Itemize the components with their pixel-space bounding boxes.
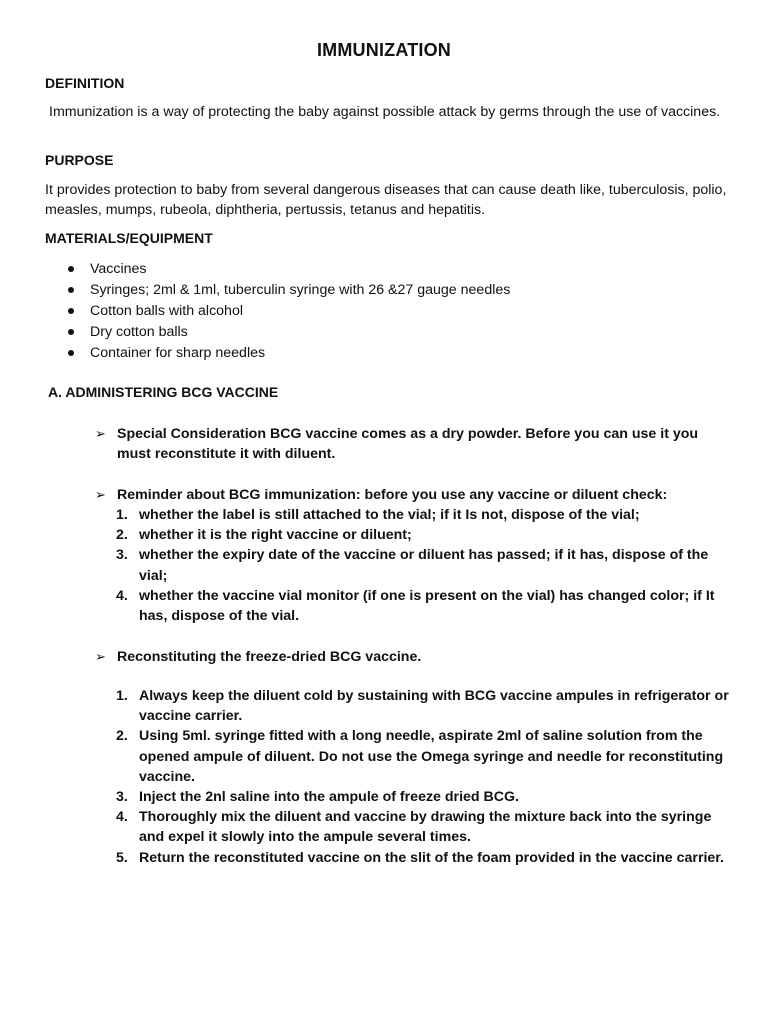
list-item xyxy=(116,505,731,525)
definition-heading: DEFINITION xyxy=(45,75,125,91)
list-number: 5. xyxy=(116,849,128,866)
list-item-text: Vaccines xyxy=(90,261,147,277)
list-number: 2. xyxy=(116,527,128,544)
list-item-text: Cotton balls with alcohol xyxy=(90,303,243,319)
reminder-intro-text: Reminder about BCG immunization: before you use any vaccine or diluent check: xyxy=(117,487,668,503)
list-item-text: Return the reconstituted vaccine on the slit of the foam provided in the vaccine carrier. xyxy=(139,849,724,866)
list-number: 2. xyxy=(116,728,128,745)
list-number: 4. xyxy=(116,587,128,604)
arrow-bullet-icon: ➢ xyxy=(95,426,106,441)
reminder-intro xyxy=(95,485,735,505)
definition-text: Immunization is a way of protecting the baby against possible attack by germs through the use of vaccines. xyxy=(49,104,721,120)
list-item xyxy=(45,322,510,343)
list-item-text: Using 5ml. syringe fitted with a long needle, aspirate 2ml of saline solution from the opened ampule of diluent. Do not use the Omega syringe and needle for reconstituting vaccine. xyxy=(139,728,724,785)
list-item xyxy=(45,280,510,301)
list-item-text: Dry cotton balls xyxy=(90,324,188,340)
list-item xyxy=(116,586,731,626)
list-item xyxy=(45,343,510,364)
list-item-text: whether the vaccine vial monitor (if one is present on the vial) has changed color; if It has, dispose of the vial. xyxy=(139,587,715,625)
list-item xyxy=(45,259,510,280)
list-number: 4. xyxy=(116,809,128,826)
list-item-text: Always keep the diluent cold by sustaining with BCG vaccine ampules in refrigerator or vaccine carrier. xyxy=(139,688,729,725)
page-title: IMMUNIZATION xyxy=(316,40,452,60)
list-item xyxy=(116,686,731,726)
reminder-list xyxy=(116,505,731,626)
bullet-icon xyxy=(68,287,74,293)
list-number: 1. xyxy=(116,688,128,704)
reconstituting-list xyxy=(116,686,731,868)
list-item-text: whether the label is still attached to the vial; if it Is not, dispose of the vial; xyxy=(139,507,640,523)
materials-heading: MATERIALS/EQUIPMENT xyxy=(45,230,213,246)
bullet-icon xyxy=(68,350,74,356)
special-consideration xyxy=(95,424,735,464)
special-consideration-text: Special Consideration BCG vaccine comes as a dry powder. Before you can use it you must reconstitute it with diluent. xyxy=(117,426,699,462)
list-number: 3. xyxy=(116,789,128,806)
reconstituting-intro-text: Reconstituting the freeze-dried BCG vaccine. xyxy=(117,649,422,665)
bullet-icon xyxy=(68,308,74,314)
reconstituting-intro xyxy=(95,647,735,667)
list-item-text: whether it is the right vaccine or diluent; xyxy=(139,527,412,544)
list-item xyxy=(116,525,731,545)
list-item xyxy=(116,726,731,787)
purpose-text: It provides protection to baby from several dangerous diseases that can cause death like, tuberculosis, polio, measles, mumps, rubeola, diphtheria, pertussis, tetanus and hepatitis. xyxy=(45,182,727,218)
list-number: 3. xyxy=(116,547,128,564)
list-item xyxy=(116,848,731,868)
list-item-text: Syringes; 2ml & 1ml, tuberculin syringe with 26 &27 gauge needles xyxy=(90,282,511,298)
arrow-bullet-icon: ➢ xyxy=(95,487,106,502)
list-number: 1. xyxy=(116,507,128,523)
list-item-text: Container for sharp needles xyxy=(90,345,266,361)
list-item-text: Inject the 2nl saline into the ampule of freeze dried BCG. xyxy=(139,789,519,806)
bullet-icon xyxy=(68,266,74,272)
bullet-icon xyxy=(68,329,74,335)
section-a-heading: A. ADMINISTERING BCG VACCINE xyxy=(48,384,279,400)
materials-list xyxy=(45,259,510,364)
list-item xyxy=(45,301,510,322)
purpose-heading: PURPOSE xyxy=(45,152,114,168)
list-item xyxy=(116,787,731,807)
list-item xyxy=(116,807,731,847)
list-item xyxy=(116,545,731,585)
list-item-text: whether the expiry date of the vaccine or diluent has passed; if it has, dispose of the vial; xyxy=(139,547,709,584)
list-item-text: Thoroughly mix the diluent and vaccine by drawing the mixture back into the syringe and expel it slowly into the ampule several times. xyxy=(139,809,712,846)
arrow-bullet-icon: ➢ xyxy=(95,649,106,664)
